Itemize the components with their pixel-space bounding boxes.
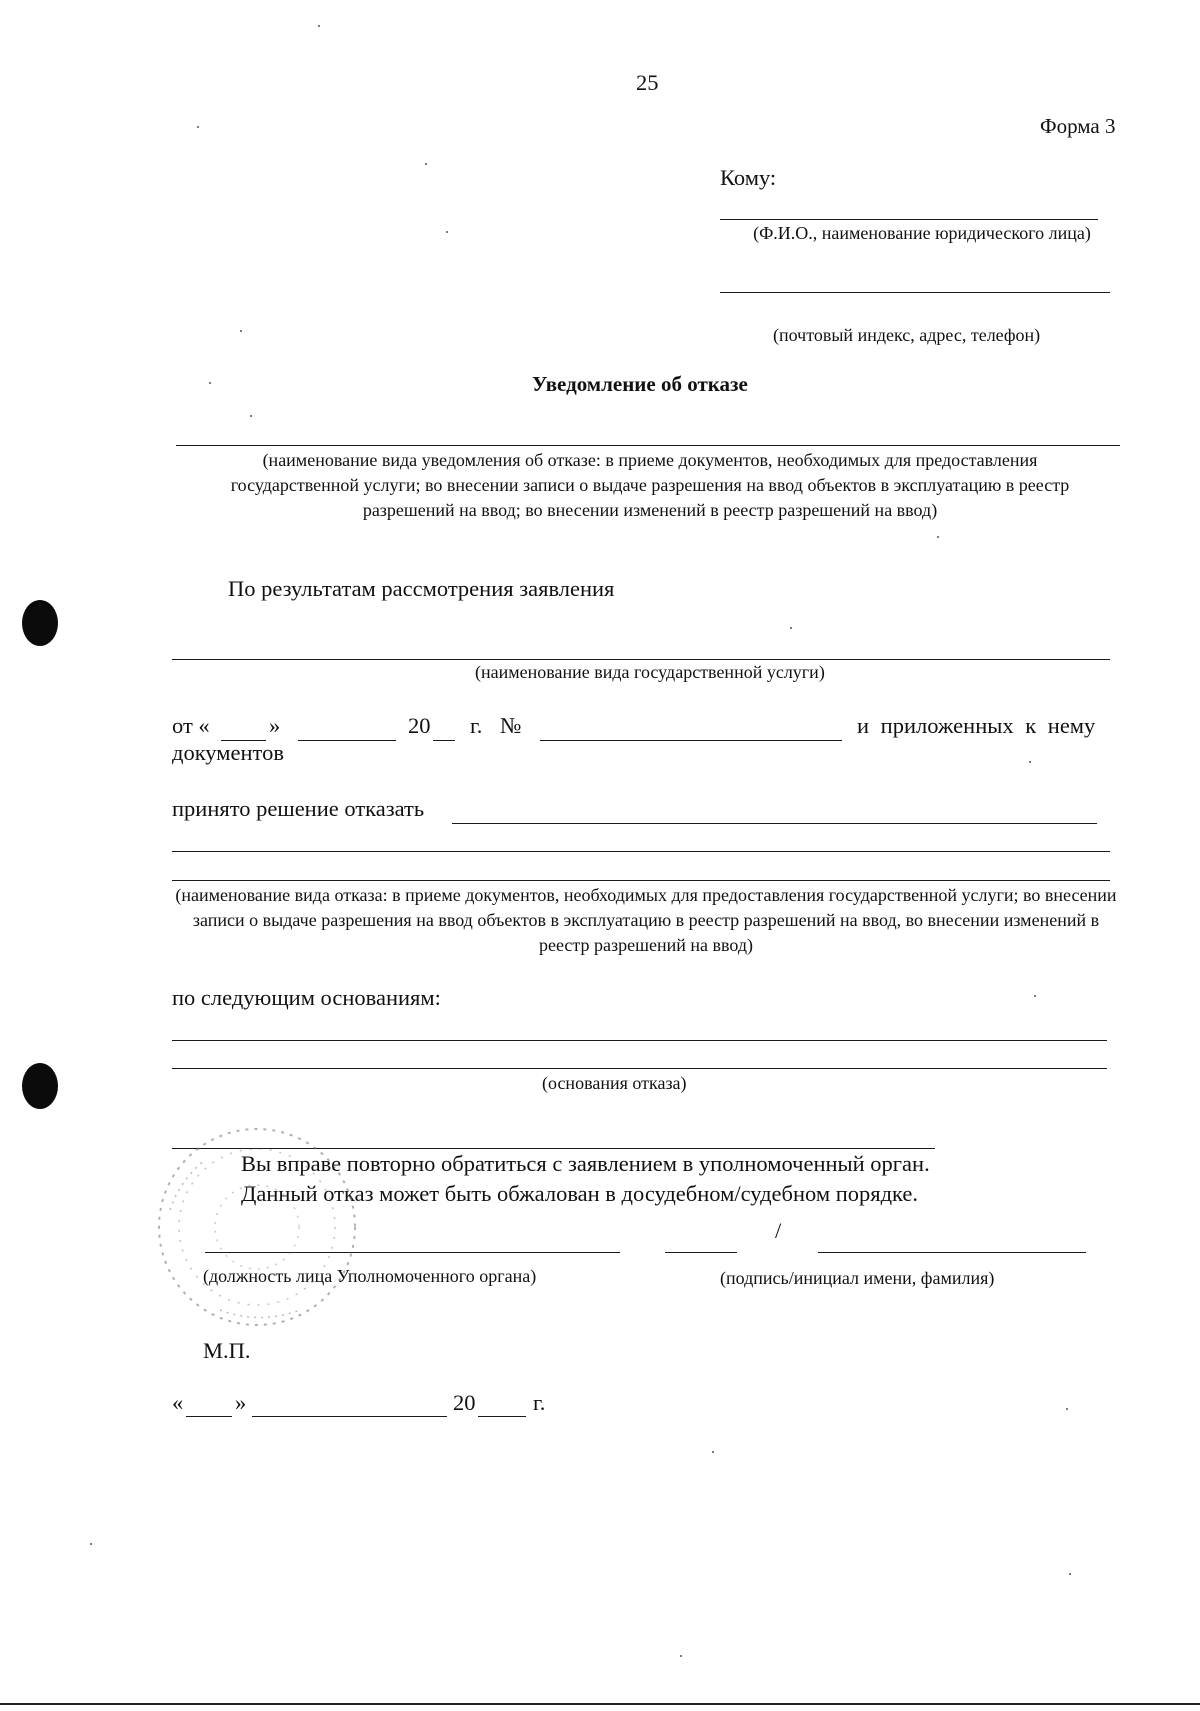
scan-bottom-edge	[0, 1703, 1200, 1705]
signature-caption: (подпись/инициал имени, фамилия)	[720, 1268, 995, 1288]
grounds-line-1[interactable]	[172, 1040, 1107, 1041]
grounds-label: по следующим основаниям:	[172, 985, 441, 1010]
scan-speck	[90, 1543, 92, 1545]
service-line[interactable]	[172, 659, 1110, 660]
full-name-line[interactable]	[818, 1252, 1086, 1253]
decision-line-2[interactable]	[172, 851, 1110, 852]
scan-speck	[318, 25, 320, 27]
application-number-line[interactable]	[540, 740, 842, 741]
documents-text: документов	[172, 740, 284, 765]
scan-speck	[1066, 1408, 1068, 1410]
position-caption: (должность лица Уполномоченного органа)	[203, 1266, 537, 1286]
page-number: 25	[636, 70, 659, 95]
decision-line-3[interactable]	[172, 880, 1110, 881]
scan-speck	[197, 126, 199, 128]
form-label: Форма 3	[1040, 114, 1116, 138]
date-year-line[interactable]	[478, 1416, 526, 1417]
recipient-name-line[interactable]	[720, 219, 1098, 220]
signature-line[interactable]	[665, 1252, 737, 1253]
recipient-address-caption: (почтовый индекс, адрес, телефон)	[773, 325, 1041, 345]
scan-speck	[937, 536, 939, 538]
position-line[interactable]	[205, 1252, 620, 1253]
date-month-line[interactable]	[252, 1416, 447, 1417]
scan-speck	[712, 1451, 714, 1453]
binder-hole-top	[22, 600, 58, 646]
date-year-prefix: 20	[453, 1390, 476, 1415]
application-number-label: №	[500, 713, 522, 738]
review-intro-text: По результатам рассмотрения заявления	[228, 576, 615, 601]
scan-speck	[250, 415, 252, 417]
service-caption: (наименование вида государственной услуги)	[475, 662, 825, 682]
decision-label: принято решение отказать	[172, 796, 425, 821]
decision-line-1[interactable]	[452, 823, 1097, 824]
scan-speck	[680, 1655, 682, 1657]
application-day-close: »	[269, 713, 281, 738]
application-year-prefix: 20	[408, 713, 431, 738]
binder-hole-bottom	[22, 1063, 58, 1109]
recipient-name-caption: (Ф.И.О., наименование юридического лица)	[753, 223, 1091, 243]
scan-speck	[1069, 1573, 1071, 1575]
application-year-suffix: г.	[470, 713, 483, 738]
attached-documents-text: и приложенных к нему	[857, 713, 1096, 738]
date-open-quote: «	[172, 1390, 184, 1415]
application-month-line[interactable]	[298, 740, 396, 741]
recipient-to-label: Кому:	[720, 165, 777, 190]
appeal-text-line-2: Данный отказ может быть обжалован в досудебном/судебном порядке.	[241, 1181, 919, 1206]
application-year-line[interactable]	[433, 740, 455, 741]
document-title: Уведомление об отказе	[532, 372, 748, 396]
scan-speck	[446, 231, 448, 233]
signature-separator: /	[775, 1218, 782, 1243]
grounds-line-2[interactable]	[172, 1068, 1107, 1069]
notice-kind-caption: (наименование вида уведомления об отказе: в приеме документов, необходимых для предоставления государственной услуги; во внесении записи о выдаче разрешения на ввод объектов в эксплуатацию в реестр разрешений на ввод; во внесении изменений в реестр разрешений на ввод)	[230, 450, 1070, 520]
refusal-kind-caption: (наименование вида отказа: в приеме документов, необходимых для предоставления государственной услуги; во внесении записи о выдаче разрешения на ввод объектов в эксплуатацию в реестр разрешений на ввод, во внесении изменений в реестр разрешений на ввод)	[175, 885, 1117, 955]
scan-speck	[790, 627, 792, 629]
seal-label: М.П.	[203, 1338, 251, 1363]
grounds-caption: (основания отказа)	[542, 1073, 687, 1093]
scan-speck	[209, 382, 211, 384]
date-day-line[interactable]	[186, 1416, 232, 1417]
application-from-label: от «	[172, 713, 210, 738]
appeal-text-line-1: Вы вправе повторно обратиться с заявлением в уполномоченный орган.	[241, 1151, 930, 1176]
scan-speck	[240, 330, 242, 332]
recipient-address-line[interactable]	[720, 292, 1110, 293]
date-close-quote: »	[235, 1390, 247, 1415]
scan-speck	[425, 163, 427, 165]
scan-speck	[1029, 761, 1031, 763]
notice-kind-line[interactable]	[176, 445, 1120, 446]
scan-speck	[1034, 995, 1036, 997]
appeal-top-line	[172, 1148, 935, 1149]
date-year-suffix: г.	[533, 1390, 546, 1415]
